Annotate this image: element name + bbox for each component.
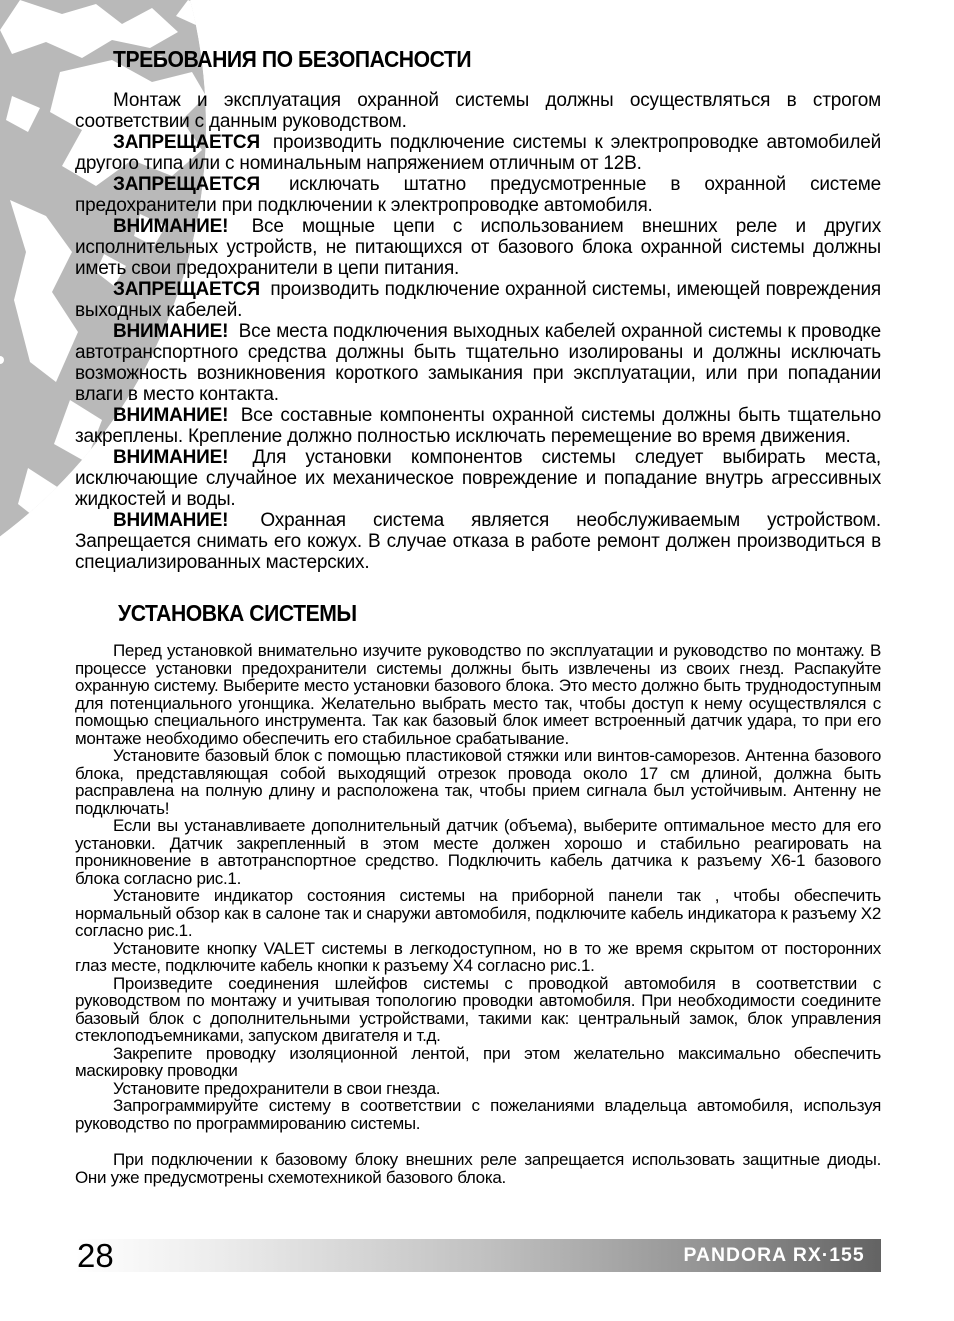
- paragraph-lead: ЗАПРЕЩАЕТСЯ: [113, 279, 260, 300]
- paragraph: Установите базовый блок с помощью пластиковой стяжки или винтов-саморезов. Антенна базового блока, представляющая собой выходящий отрезок провода около 17 см длиной, должна быть расправлена на полную длину и расположена так, чтобы прием сигнала был устойчивым. Антенну не подключать!: [75, 746, 881, 818]
- paragraph-lead: ЗАПРЕЩАЕТСЯ: [113, 132, 260, 153]
- paragraph: Произведите соединения шлейфов системы с проводкой автомобиля в соответствии с руководством по монтажу и учитывая топологию проводки автомобиля. При необходимости соедините базовый блок с дополнительными устройствами, такими как: центральный замок, блок управления стеклоподъемниками, запуском двигателя и т.д.: [75, 973, 881, 1045]
- paragraph: Если вы устанавливаете дополнительный датчик (объема), выберите оптимальное место для его установки. Датчик закрепленный в этом месте должен хорошо и стабильно реагировать на проникновение в автотранспортное средство. Подключить кабель датчика к разъему Х6-1 базового блока согласно рис.1.: [75, 816, 881, 888]
- brand-logo: PANDORA RX·155: [683, 1244, 865, 1266]
- page-number: 28: [77, 1237, 114, 1274]
- paragraph: ВНИМАНИЕ! Для установки компонентов системы следует выбирать места, исключающие случайное их механическое повреждение и попадание внутрь агрессивных жидкостей и воды.: [75, 447, 881, 510]
- paragraph: ВНИМАНИЕ! Все места подключения выходных кабелей охранной системы к проводке автотранспортного средства должны быть тщательно изолированы и должны исключать возможность возникновения короткого замыкания при эксплуатации, или при попадании влаги в место контакта.: [75, 321, 881, 405]
- paragraph: Установите предохранители в свои гнезда.: [113, 1078, 441, 1098]
- paragraph-lead: ВНИМАНИЕ!: [113, 510, 229, 531]
- paragraph-lead: ВНИМАНИЕ!: [113, 447, 229, 468]
- paragraph: При подключении к базовому блоку внешних реле запрещается использовать защитные диоды. Они уже предусмотрены схемотехникой базового блока.: [75, 1150, 881, 1187]
- paragraph: ВНИМАНИЕ! Охранная система является необслуживаемым устройством. Запрещается снимать его кожух. В случае отказа в работе ремонт должен производиться в специализированных мастерских.: [75, 510, 881, 573]
- paragraph: Монтаж и эксплуатация охранной системы должны осуществляться в строгом соответствии с данным руководством.: [75, 90, 881, 132]
- section-title-install: УСТАНОВКА СИСТЕМЫ: [118, 600, 357, 626]
- paragraph: Закрепите проводку изоляционной лентой, при этом желательно максимально обеспечить маскировку проводки: [75, 1043, 881, 1080]
- section-safety-body: [75, 90, 881, 573]
- paragraph: Запрограммируйте систему в соответствии с пожеланиями владельца автомобиля, используя руководство по программированию системы.: [75, 1096, 881, 1133]
- footer-bar: [75, 1239, 881, 1272]
- paragraph: Установите кнопку VALET системы в легкодоступном, но в то же время скрытом от посторонних глаз месте, подключите кабель кнопки к разъему Х4 согласно рис.1.: [75, 938, 881, 975]
- paragraph-lead: ВНИМАНИЕ!: [113, 321, 229, 342]
- section-title-safety: ТРЕБОВАНИЯ ПО БЕЗОПАСНОСТИ: [113, 46, 472, 72]
- paragraph: ВНИМАНИЕ! Все составные компоненты охранной системы должны быть тщательно закреплены. Крепление должно полностью исключать перемещение во время движения.: [75, 405, 881, 447]
- paragraph-lead: ЗАПРЕЩАЕТСЯ: [113, 174, 260, 195]
- section-install-body: [75, 642, 881, 1186]
- paragraph: ВНИМАНИЕ! Все мощные цепи с использованием внешних реле и других исполнительных устройств, не питающихся от базового блока охранной системы должны иметь свои предохранители в цепи питания.: [75, 216, 881, 279]
- paragraph-lead: ВНИМАНИЕ!: [113, 216, 229, 237]
- paragraph: ЗАПРЕЩАЕТСЯ производить подключение системы к электропроводке автомобилей другого типа или с номинальным напряжением отличным от 12В.: [75, 132, 881, 174]
- paragraph: Перед установкой внимательно изучите руководство по эксплуатации и руководство по монтажу. В процессе установки предохранители системы должны быть извлечены из своих гнезд. Распакуйте охранную систему. Выберите место установки базового блока. Это место должно быть труднодоступным для потенциального угонщика. Желательно выбрать место так, чтобы доступ к нему осуществлялся с помощью специального инструмента. Так как базовый блок имеет встроенный датчик удара, то при его монтаже необходимо обеспечить его стабильное срабатывание.: [75, 641, 881, 748]
- paragraph: ЗАПРЕЩАЕТСЯ исключать штатно предусмотренные в охранной системе предохранители при подключении к электропроводке автомобиля.: [75, 174, 881, 216]
- paragraph: Установите индикатор состояния системы на приборной панели так , чтобы обеспечить нормальный обзор как в салоне так и снаружи автомобиля, подключите кабель индикатора к разъему Х2 согласно рис.1.: [75, 886, 881, 940]
- paragraph: ЗАПРЕЩАЕТСЯ производить подключение охранной системы, имеющей повреждения выходных кабелей.: [75, 279, 881, 321]
- page-content: [75, 0, 881, 1186]
- paragraph-lead: ВНИМАНИЕ!: [113, 405, 229, 426]
